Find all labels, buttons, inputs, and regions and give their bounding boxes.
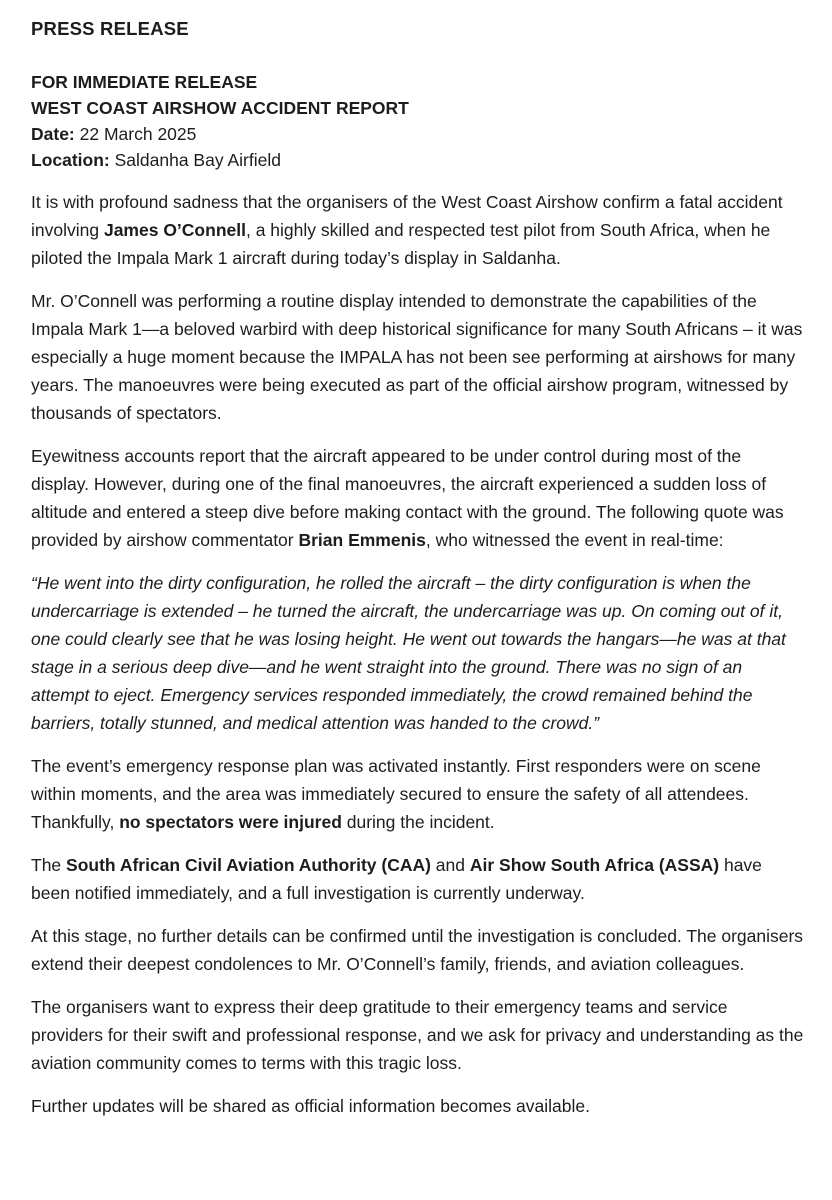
date-line: [31, 121, 804, 147]
display-details-paragraph: [31, 287, 804, 427]
bold-text-run: Location:: [31, 150, 110, 170]
bold-text-run: Air Show South Africa (ASSA): [469, 855, 720, 875]
text-run: The event’s emergency response plan was activated instantly. First responders were on scene within moments, and the area was immediately secured to ensure the safety of all attendees. Thankfully,: [31, 756, 761, 832]
press-release-body: [31, 188, 804, 1120]
eyewitness-paragraph: [31, 442, 804, 554]
text-run: Saldanha Bay Airfield: [109, 150, 281, 170]
press-release-title: PRESS RELEASE: [31, 18, 189, 39]
condolences-paragraph: [31, 922, 804, 978]
text-run: , who witnessed the event in real-time:: [425, 530, 724, 550]
bold-text-run: FOR IMMEDIATE RELEASE: [31, 72, 258, 92]
text-run: The: [31, 855, 67, 875]
text-run: and: [430, 855, 470, 875]
for-immediate-release-line: [31, 69, 804, 95]
bold-text-run: WEST COAST AIRSHOW ACCIDENT REPORT: [31, 98, 409, 118]
report-title-line: [31, 95, 804, 121]
text-run: , a highly skilled and respected test pilot from South Africa, when he piloted the Impala Mark 1 aircraft during today’s display in Saldanha.: [31, 220, 771, 268]
bold-text-run: Date:: [31, 124, 75, 144]
release-header-block: [31, 69, 804, 173]
text-run: have been notified immediately, and a full investigation is currently underway.: [31, 855, 762, 903]
text-run: It is with profound sadness that the organisers of the West Coast Airshow confirm a fatal accident involving: [31, 192, 783, 240]
emergency-response-paragraph: [31, 752, 804, 836]
authorities-paragraph: [31, 851, 804, 907]
bold-text-run: no spectators were injured: [119, 812, 342, 832]
text-run: The organisers want to express their deep gratitude to their emergency teams and service providers for their swift and professional response, and we ask for privacy and understanding as the aviation community comes to terms with this tragic loss.: [31, 997, 804, 1073]
bold-text-run: Brian Emmenis: [298, 530, 426, 550]
bold-text-run: James O’Connell: [103, 220, 246, 240]
text-run: 22 March 2025: [74, 124, 197, 144]
commentator-quote: [31, 569, 804, 737]
location-line: [31, 147, 804, 173]
text-run: “He went into the dirty configuration, he rolled the aircraft – the dirty configuration is when the undercarriage is extended – he turned the aircraft, the undercarriage was up. On coming out of it, one could clearly see that he was losing height. He went out towards the hangars—he was at that stage in a serious deep dive—and he went straight into the ground. There was no sign of an attempt to eject. Emergency services responded immediately, the crowd remained behind the barriers, totally stunned, and medical attention was handed to the crowd.”: [31, 573, 786, 733]
text-run: Eyewitness accounts report that the aircraft appeared to be under control during most of the display. However, during one of the final manoeuvres, the aircraft experienced a sudden loss of altitude and entered a steep dive before making contact with the ground. The following quote was provided by airshow commentator: [31, 446, 784, 550]
gratitude-paragraph: [31, 993, 804, 1077]
text-run: Further updates will be shared as official information becomes available.: [31, 1096, 591, 1116]
text-run: during the incident.: [341, 812, 495, 832]
updates-paragraph: [31, 1092, 804, 1120]
bold-text-run: South African Civil Aviation Authority (CAA): [66, 855, 431, 875]
text-run: Mr. O’Connell was performing a routine display intended to demonstrate the capabilities of the Impala Mark 1—a beloved warbird with deep historical significance for many South Africans – it was especially a huge moment because the IMPALA has not been see performing at airshows for many years. The manoeuvres were being executed as part of the official airshow program, witnessed by thousands of spectators.: [31, 291, 803, 423]
text-run: At this stage, no further details can be confirmed until the investigation is concluded. The organisers extend their deepest condolences to Mr. O’Connell’s family, friends, and aviation colleagues.: [31, 926, 804, 974]
intro-paragraph: [31, 188, 804, 272]
